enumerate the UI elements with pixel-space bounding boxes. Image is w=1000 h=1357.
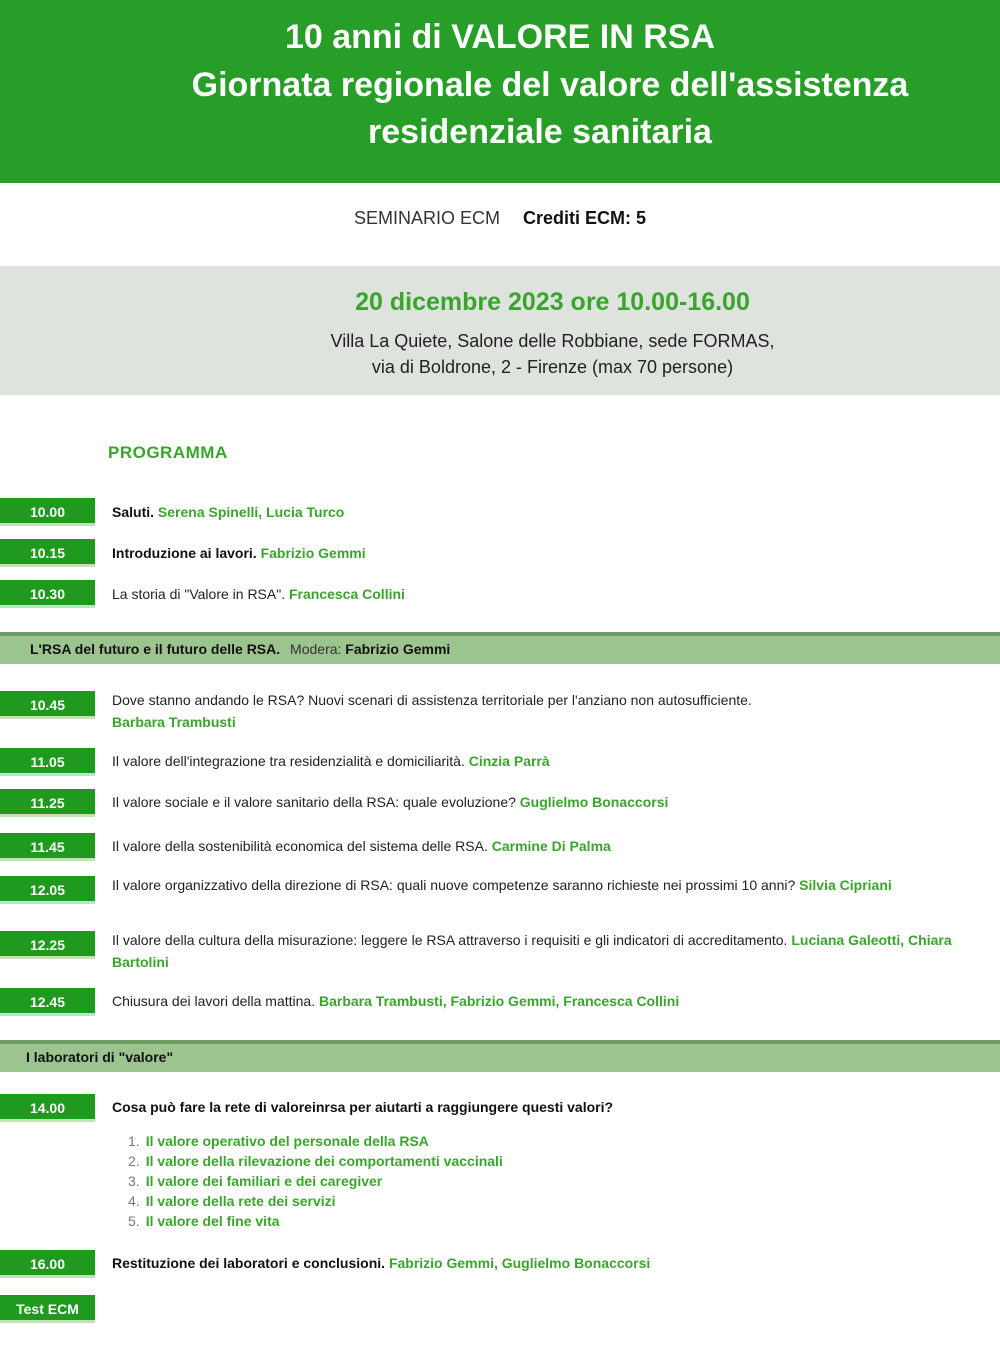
event-place-line1: Villa La Quiete, Salone delle Robbiane, sede FORMAS,	[330, 331, 775, 351]
agenda-title: Il valore dell'integrazione tra residenzialità e domiciliarità.	[112, 753, 465, 769]
agenda-text	[112, 501, 992, 523]
agenda-title: Dove stanno andando le RSA? Nuovi scenari di assistenza territoriale per l'anziano non autosufficiente.	[112, 692, 752, 708]
ecm-credits: Crediti ECM: 5	[523, 208, 647, 228]
time-badge: 11.45	[0, 833, 95, 861]
section-header	[0, 1040, 1000, 1072]
agenda-title: Il valore della sostenibilità economica del sistema delle RSA.	[112, 838, 488, 854]
header-title-line2: Giornata regionale del valore dell'assistenza	[191, 66, 909, 104]
lab-label: Il valore dei familiari e dei caregiver	[145, 1173, 383, 1189]
program-title: PROGRAMMA	[108, 443, 228, 462]
agenda-speakers: Francesca Collini	[288, 586, 405, 602]
header-banner	[0, 0, 1000, 183]
lab-label: Il valore della rilevazione dei comportamenti vaccinali	[145, 1153, 503, 1169]
agenda-text	[112, 583, 992, 605]
event-place	[0, 328, 1000, 380]
agenda-text	[112, 750, 992, 772]
time-badge: 10.30	[0, 580, 95, 608]
agenda-text	[112, 874, 992, 896]
agenda-title: Il valore organizzativo della direzione di RSA: quali nuove competenze saranno richieste nei prossimi 10 anni?	[112, 877, 796, 893]
seminar-info	[0, 208, 1000, 229]
agenda-speakers: Silvia Cipriani	[799, 877, 892, 893]
time-badge: 16.00	[0, 1250, 95, 1278]
agenda-text	[112, 1252, 992, 1274]
agenda-text	[112, 791, 992, 813]
list-item	[128, 1131, 503, 1151]
test-ecm-badge: Test ECM	[0, 1295, 95, 1323]
list-item	[128, 1211, 503, 1231]
agenda-speakers: Guglielmo Bonaccorsi	[519, 794, 669, 810]
agenda-title: Chiusura dei lavori della mattina.	[112, 993, 316, 1009]
agenda-speakers: Barbara Trambusti	[112, 714, 236, 730]
agenda-title: Restituzione dei laboratori e conclusioni.	[112, 1255, 386, 1271]
agenda-text	[112, 689, 992, 733]
agenda-speakers: Fabrizio Gemmi, Guglielmo Bonaccorsi	[388, 1255, 651, 1271]
list-number: 1.	[128, 1133, 140, 1149]
time-badge: 11.25	[0, 789, 95, 817]
lab-label: Il valore della rete dei servizi	[145, 1193, 336, 1209]
agenda-title: Introduzione ai lavori.	[112, 545, 257, 561]
event-date: 20 dicembre 2023 ore 10.00-16.00	[355, 288, 750, 316]
section-title: L'RSA del futuro e il futuro delle RSA.	[30, 641, 281, 657]
moderator-name: Fabrizio Gemmi	[345, 641, 451, 657]
agenda-speakers: Luciana Galeotti, Chiara Bartolini	[112, 932, 952, 970]
section-title-wrap	[30, 636, 450, 663]
time-badge: 10.00	[0, 498, 95, 526]
agenda-text	[112, 542, 992, 564]
agenda-speakers: Serena Spinelli, Lucia Turco	[157, 504, 345, 520]
time-badge: 12.25	[0, 931, 95, 959]
time-badge: 10.45	[0, 691, 95, 719]
agenda-text	[112, 1096, 992, 1118]
agenda-title: La storia di "Valore in RSA".	[112, 586, 286, 602]
agenda-speakers: Cinzia Parrà	[468, 753, 550, 769]
section-title: I laboratori di "valore"	[26, 1049, 174, 1065]
list-number: 5.	[128, 1213, 140, 1229]
moderator-label: Modera:	[290, 641, 342, 657]
lab-list	[128, 1131, 503, 1231]
agenda-text	[112, 835, 992, 857]
section-title-wrap	[26, 1044, 173, 1071]
agenda-text	[112, 929, 992, 973]
agenda-text	[112, 990, 992, 1012]
seminar-label: SEMINARIO ECM	[353, 208, 500, 228]
list-item	[128, 1171, 503, 1191]
time-badge: 14.00	[0, 1094, 95, 1122]
time-badge: 12.05	[0, 876, 95, 904]
time-badge: 12.45	[0, 988, 95, 1016]
lab-label: Il valore operativo del personale della RSA	[145, 1133, 429, 1149]
header-title-line1: 10 anni di VALORE IN RSA	[284, 18, 716, 56]
list-item	[128, 1191, 503, 1211]
agenda-speakers: Carmine Di Palma	[491, 838, 611, 854]
agenda-title: Cosa può fare la rete di valoreinrsa per aiutarti a raggiungere questi valori?	[112, 1099, 614, 1115]
agenda-speakers: Barbara Trambusti, Fabrizio Gemmi, Francesca Collini	[319, 993, 680, 1009]
list-item	[128, 1151, 503, 1171]
agenda-title: Il valore sociale e il valore sanitario della RSA: quale evoluzione?	[112, 794, 516, 810]
header-title-line3: residenziale sanitaria	[368, 113, 712, 151]
agenda-speakers: Fabrizio Gemmi	[260, 545, 366, 561]
agenda-title: Il valore della cultura della misurazione: leggere le RSA attraverso i requisiti e gli indicatori di accreditamento.	[112, 932, 788, 948]
lab-label: Il valore del fine vita	[145, 1213, 280, 1229]
event-place-line2: via di Boldrone, 2 - Firenze (max 70 persone)	[371, 357, 734, 377]
list-number: 2.	[128, 1153, 140, 1169]
time-badge: 11.05	[0, 748, 95, 776]
list-number: 3.	[128, 1173, 140, 1189]
agenda-title: Saluti.	[112, 504, 155, 520]
list-number: 4.	[128, 1193, 140, 1209]
section-header	[0, 632, 1000, 664]
time-badge: 10.15	[0, 539, 95, 567]
event-info-box	[0, 266, 1000, 395]
